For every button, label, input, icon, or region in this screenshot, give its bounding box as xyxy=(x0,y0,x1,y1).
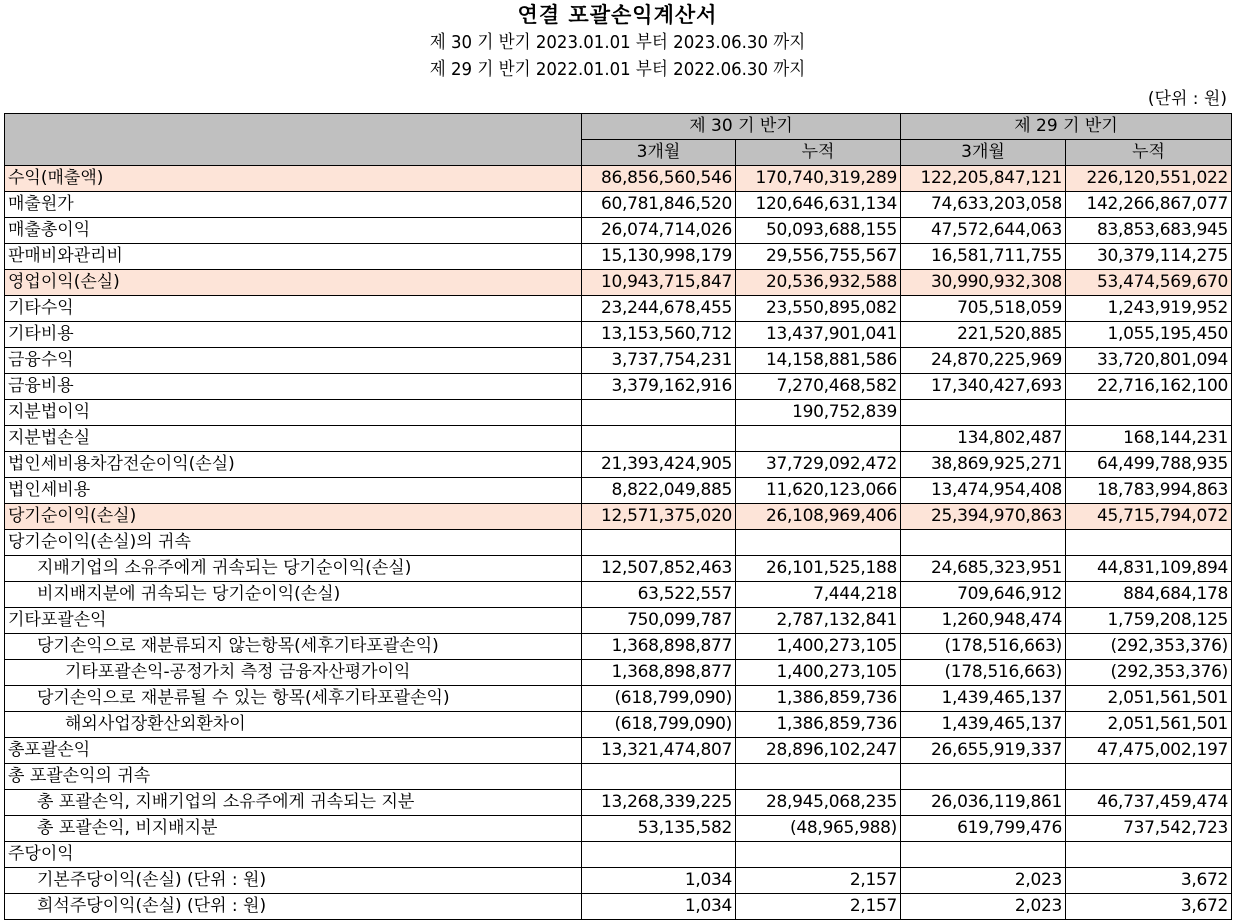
cell-prior-3m: 705,518,059 xyxy=(901,296,1066,322)
sub-header-prior-cum: 누적 xyxy=(1066,140,1232,166)
cell-current-3m: 53,135,582 xyxy=(582,816,736,842)
table-row xyxy=(5,218,1232,244)
table-row xyxy=(5,738,1232,764)
cell-current-cum: 1,386,859,736 xyxy=(736,712,901,738)
header-row-groups xyxy=(5,114,1232,140)
cell-current-3m: (618,799,090) xyxy=(582,712,736,738)
cell-current-cum: 14,158,881,586 xyxy=(736,348,901,374)
row-label: 기본주당이익(손실) (단위 : 원) xyxy=(5,868,582,894)
cell-current-cum: 28,945,068,235 xyxy=(736,790,901,816)
table-row xyxy=(5,504,1232,530)
cell-current-cum: 28,896,102,247 xyxy=(736,738,901,764)
row-label: 매출원가 xyxy=(5,192,582,218)
cell-current-3m: 3,737,754,231 xyxy=(582,348,736,374)
row-label: 총 포괄손익, 지배기업의 소유주에게 귀속되는 지분 xyxy=(5,790,582,816)
cell-prior-3m: 134,802,487 xyxy=(901,426,1066,452)
row-label: 기타수익 xyxy=(5,296,582,322)
cell-current-3m xyxy=(582,764,736,790)
row-label: 수익(매출액) xyxy=(5,166,582,192)
cell-current-3m: 1,368,898,877 xyxy=(582,634,736,660)
cell-prior-cum: 3,672 xyxy=(1066,868,1232,894)
cell-current-3m: 12,507,852,463 xyxy=(582,556,736,582)
cell-current-cum: 2,787,132,841 xyxy=(736,608,901,634)
cell-current-cum: 2,157 xyxy=(736,868,901,894)
cell-prior-3m: 30,990,932,308 xyxy=(901,270,1066,296)
label-column-header xyxy=(5,114,582,166)
cell-current-cum: 50,093,688,155 xyxy=(736,218,901,244)
cell-current-cum: 7,444,218 xyxy=(736,582,901,608)
row-label: 기타포괄손익-공정가치 측정 금융자산평가이익 xyxy=(5,660,582,686)
table-row xyxy=(5,400,1232,426)
cell-prior-3m: 74,633,203,058 xyxy=(901,192,1066,218)
table-row xyxy=(5,712,1232,738)
cell-current-3m: 8,822,049,885 xyxy=(582,478,736,504)
cell-current-3m: 63,522,557 xyxy=(582,582,736,608)
cell-prior-cum: 1,055,195,450 xyxy=(1066,322,1232,348)
sub-header-current-cum: 누적 xyxy=(736,140,901,166)
cell-prior-cum: 22,716,162,100 xyxy=(1066,374,1232,400)
cell-prior-3m: 25,394,970,863 xyxy=(901,504,1066,530)
cell-current-3m: 13,153,560,712 xyxy=(582,322,736,348)
cell-prior-cum xyxy=(1066,842,1232,868)
cell-prior-cum: 1,243,919,952 xyxy=(1066,296,1232,322)
row-label: 기타포괄손익 xyxy=(5,608,582,634)
cell-prior-3m: 26,036,119,861 xyxy=(901,790,1066,816)
cell-prior-3m xyxy=(901,842,1066,868)
cell-current-cum: 26,101,525,188 xyxy=(736,556,901,582)
income-statement-table xyxy=(4,113,1232,920)
row-label: 금융비용 xyxy=(5,374,582,400)
row-label: 법인세비용차감전순이익(손실) xyxy=(5,452,582,478)
table-row xyxy=(5,608,1232,634)
cell-current-cum: 2,157 xyxy=(736,894,901,920)
cell-current-3m: 13,321,474,807 xyxy=(582,738,736,764)
cell-current-cum: 29,556,755,567 xyxy=(736,244,901,270)
cell-prior-3m: 24,685,323,951 xyxy=(901,556,1066,582)
cell-current-cum: 7,270,468,582 xyxy=(736,374,901,400)
row-label: 당기손익으로 재분류되지 않는항목(세후기타포괄손익) xyxy=(5,634,582,660)
cell-current-3m: 86,856,560,546 xyxy=(582,166,736,192)
cell-prior-cum: 47,475,002,197 xyxy=(1066,738,1232,764)
row-label: 주당이익 xyxy=(5,842,582,868)
cell-current-3m xyxy=(582,400,736,426)
cell-prior-3m: 221,520,885 xyxy=(901,322,1066,348)
row-label: 총 포괄손익의 귀속 xyxy=(5,764,582,790)
cell-current-3m: 21,393,424,905 xyxy=(582,452,736,478)
cell-current-cum xyxy=(736,842,901,868)
row-label: 금융수익 xyxy=(5,348,582,374)
cell-prior-cum: 64,499,788,935 xyxy=(1066,452,1232,478)
cell-current-cum xyxy=(736,426,901,452)
cell-current-3m: 60,781,846,520 xyxy=(582,192,736,218)
cell-prior-3m: 17,340,427,693 xyxy=(901,374,1066,400)
cell-prior-3m: (178,516,663) xyxy=(901,660,1066,686)
cell-current-3m: 26,074,714,026 xyxy=(582,218,736,244)
cell-current-cum xyxy=(736,530,901,556)
cell-prior-cum: 45,715,794,072 xyxy=(1066,504,1232,530)
row-label: 매출총이익 xyxy=(5,218,582,244)
cell-prior-cum xyxy=(1066,764,1232,790)
cell-prior-cum: 2,051,561,501 xyxy=(1066,712,1232,738)
table-row xyxy=(5,686,1232,712)
table-row xyxy=(5,842,1232,868)
row-label: 지배기업의 소유주에게 귀속되는 당기순이익(손실) xyxy=(5,556,582,582)
table-row xyxy=(5,192,1232,218)
cell-prior-3m: 16,581,711,755 xyxy=(901,244,1066,270)
row-label: 판매비와관리비 xyxy=(5,244,582,270)
cell-prior-cum: 83,853,683,945 xyxy=(1066,218,1232,244)
row-label: 당기순이익(손실) xyxy=(5,504,582,530)
cell-prior-3m: 13,474,954,408 xyxy=(901,478,1066,504)
row-label: 기타비용 xyxy=(5,322,582,348)
cell-current-3m: (618,799,090) xyxy=(582,686,736,712)
cell-current-3m xyxy=(582,426,736,452)
cell-prior-cum: 168,144,231 xyxy=(1066,426,1232,452)
row-label: 당기순이익(손실)의 귀속 xyxy=(5,530,582,556)
row-label: 지분법이익 xyxy=(5,400,582,426)
row-label: 해외사업장환산외환차이 xyxy=(5,712,582,738)
cell-current-3m: 750,099,787 xyxy=(582,608,736,634)
table-row xyxy=(5,374,1232,400)
cell-current-cum: (48,965,988) xyxy=(736,816,901,842)
cell-prior-cum: (292,353,376) xyxy=(1066,660,1232,686)
cell-current-3m: 13,268,339,225 xyxy=(582,790,736,816)
cell-prior-cum: 737,542,723 xyxy=(1066,816,1232,842)
sub-header-current-3m: 3개월 xyxy=(582,140,736,166)
table-body xyxy=(5,166,1232,920)
cell-prior-cum: 3,672 xyxy=(1066,894,1232,920)
cell-current-cum: 37,729,092,472 xyxy=(736,452,901,478)
row-label: 희석주당이익(손실) (단위 : 원) xyxy=(5,894,582,920)
row-label: 당기손익으로 재분류될 수 있는 항목(세후기타포괄손익) xyxy=(5,686,582,712)
sub-header-prior-3m: 3개월 xyxy=(901,140,1066,166)
table-row xyxy=(5,348,1232,374)
row-label: 총포괄손익 xyxy=(5,738,582,764)
row-label: 지분법손실 xyxy=(5,426,582,452)
cell-prior-3m: 709,646,912 xyxy=(901,582,1066,608)
period-prior: 제 29 기 반기 2022.01.01 부터 2022.06.30 까지 xyxy=(429,59,806,80)
cell-prior-cum: 18,783,994,863 xyxy=(1066,478,1232,504)
statement-title: 연결 포괄손익계산서 xyxy=(517,3,718,27)
cell-prior-cum: 142,266,867,077 xyxy=(1066,192,1232,218)
cell-prior-cum: 33,720,801,094 xyxy=(1066,348,1232,374)
cell-prior-3m: (178,516,663) xyxy=(901,634,1066,660)
row-label: 비지배지분에 귀속되는 당기순이익(손실) xyxy=(5,582,582,608)
cell-current-3m: 10,943,715,847 xyxy=(582,270,736,296)
cell-current-3m: 1,368,898,877 xyxy=(582,660,736,686)
table-row xyxy=(5,270,1232,296)
cell-prior-cum: 53,474,569,670 xyxy=(1066,270,1232,296)
cell-prior-3m: 26,655,919,337 xyxy=(901,738,1066,764)
table-row xyxy=(5,790,1232,816)
table-row xyxy=(5,868,1232,894)
cell-prior-3m: 122,205,847,121 xyxy=(901,166,1066,192)
table-row xyxy=(5,478,1232,504)
cell-prior-3m: 38,869,925,271 xyxy=(901,452,1066,478)
cell-current-3m: 15,130,998,179 xyxy=(582,244,736,270)
cell-prior-cum: 1,759,208,125 xyxy=(1066,608,1232,634)
cell-current-3m: 1,034 xyxy=(582,868,736,894)
table-row xyxy=(5,166,1232,192)
group-header-prior: 제 29 기 반기 xyxy=(901,114,1232,140)
table-row xyxy=(5,556,1232,582)
cell-prior-3m: 1,439,465,137 xyxy=(901,712,1066,738)
cell-current-cum: 170,740,319,289 xyxy=(736,166,901,192)
cell-current-cum: 13,437,901,041 xyxy=(736,322,901,348)
cell-prior-3m: 1,260,948,474 xyxy=(901,608,1066,634)
table-row xyxy=(5,764,1232,790)
table-row xyxy=(5,322,1232,348)
cell-prior-cum: 44,831,109,894 xyxy=(1066,556,1232,582)
table-row xyxy=(5,426,1232,452)
table-row xyxy=(5,244,1232,270)
cell-current-cum: 190,752,839 xyxy=(736,400,901,426)
cell-current-cum: 1,400,273,105 xyxy=(736,634,901,660)
group-header-current: 제 30 기 반기 xyxy=(582,114,901,140)
cell-current-3m xyxy=(582,530,736,556)
cell-prior-3m: 24,870,225,969 xyxy=(901,348,1066,374)
cell-current-3m: 1,034 xyxy=(582,894,736,920)
cell-prior-3m xyxy=(901,400,1066,426)
table-row xyxy=(5,452,1232,478)
cell-prior-3m: 47,572,644,063 xyxy=(901,218,1066,244)
table-row xyxy=(5,660,1232,686)
cell-prior-3m xyxy=(901,530,1066,556)
table-row xyxy=(5,582,1232,608)
cell-current-3m: 12,571,375,020 xyxy=(582,504,736,530)
cell-current-cum: 1,400,273,105 xyxy=(736,660,901,686)
period-current: 제 30 기 반기 2023.01.01 부터 2023.06.30 까지 xyxy=(429,32,806,53)
cell-prior-3m: 1,439,465,137 xyxy=(901,686,1066,712)
table-row xyxy=(5,530,1232,556)
row-label: 영업이익(손실) xyxy=(5,270,582,296)
table-row xyxy=(5,296,1232,322)
cell-current-cum: 11,620,123,066 xyxy=(736,478,901,504)
row-label: 법인세비용 xyxy=(5,478,582,504)
cell-prior-cum xyxy=(1066,530,1232,556)
cell-prior-cum: 884,684,178 xyxy=(1066,582,1232,608)
cell-current-cum xyxy=(736,764,901,790)
cell-current-3m: 3,379,162,916 xyxy=(582,374,736,400)
table-row xyxy=(5,816,1232,842)
cell-current-3m: 23,244,678,455 xyxy=(582,296,736,322)
cell-prior-cum xyxy=(1066,400,1232,426)
table-row xyxy=(5,634,1232,660)
cell-prior-3m: 619,799,476 xyxy=(901,816,1066,842)
unit-label: (단위 : 원) xyxy=(1147,89,1227,109)
cell-prior-cum: 226,120,551,022 xyxy=(1066,166,1232,192)
table-row xyxy=(5,894,1232,920)
cell-prior-cum: 30,379,114,275 xyxy=(1066,244,1232,270)
cell-current-cum: 20,536,932,588 xyxy=(736,270,901,296)
cell-prior-3m xyxy=(901,764,1066,790)
cell-current-cum: 120,646,631,134 xyxy=(736,192,901,218)
row-label: 총 포괄손익, 비지배지분 xyxy=(5,816,582,842)
cell-prior-3m: 2,023 xyxy=(901,868,1066,894)
cell-prior-3m: 2,023 xyxy=(901,894,1066,920)
cell-prior-cum: 46,737,459,474 xyxy=(1066,790,1232,816)
cell-current-cum: 26,108,969,406 xyxy=(736,504,901,530)
cell-prior-cum: (292,353,376) xyxy=(1066,634,1232,660)
cell-current-cum: 1,386,859,736 xyxy=(736,686,901,712)
cell-prior-cum: 2,051,561,501 xyxy=(1066,686,1232,712)
cell-current-3m xyxy=(582,842,736,868)
cell-current-cum: 23,550,895,082 xyxy=(736,296,901,322)
